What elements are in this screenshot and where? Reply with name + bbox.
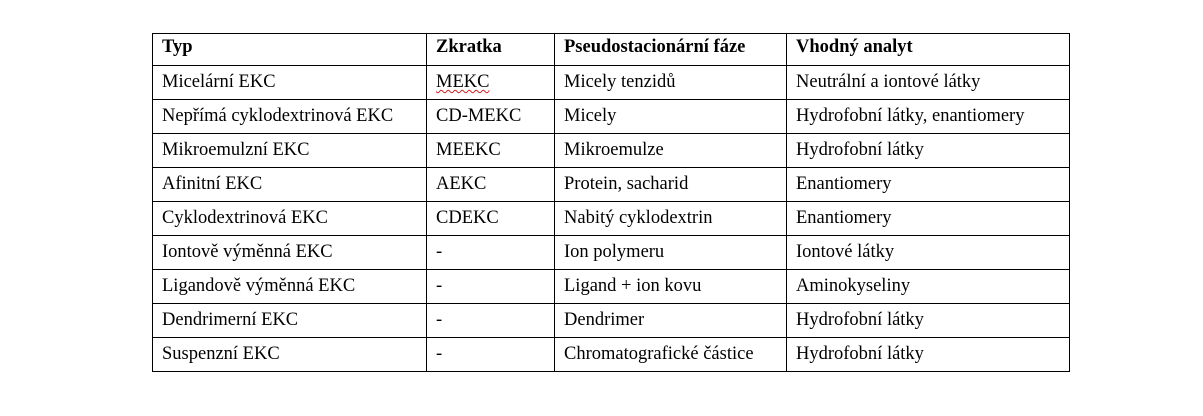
column-header-abbreviation: Zkratka: [427, 34, 555, 66]
table-row: [153, 202, 1070, 236]
cell-type: Iontově výměnná EKC: [153, 236, 427, 270]
table-row: [153, 134, 1070, 168]
table-row: [153, 66, 1070, 100]
cell-phase: Ligand + ion kovu: [555, 270, 787, 304]
cell-phase: Micely: [555, 100, 787, 134]
cell-type: Cyklodextrinová EKC: [153, 202, 427, 236]
cell-type: Nepřímá cyklodextrinová EKC: [153, 100, 427, 134]
cell-abbreviation: CD-MEKC: [427, 100, 555, 134]
cell-analyte: Hydrofobní látky: [787, 338, 1070, 372]
table-row: [153, 168, 1070, 202]
cell-abbreviation: [427, 66, 555, 100]
cell-type: Ligandově výměnná EKC: [153, 270, 427, 304]
table-row: [153, 338, 1070, 372]
cell-type: Micelární EKC: [153, 66, 427, 100]
spellcheck-flagged-text: MEKC: [436, 72, 490, 92]
cell-phase: Mikroemulze: [555, 134, 787, 168]
cell-analyte: Enantiomery: [787, 202, 1070, 236]
cell-type: Dendrimerní EKC: [153, 304, 427, 338]
cell-phase: Protein, sacharid: [555, 168, 787, 202]
cell-abbreviation: CDEKC: [427, 202, 555, 236]
cell-type: Suspenzní EKC: [153, 338, 427, 372]
cell-analyte: Iontové látky: [787, 236, 1070, 270]
table-row: [153, 236, 1070, 270]
cell-phase: Dendrimer: [555, 304, 787, 338]
cell-phase: Ion polymeru: [555, 236, 787, 270]
cell-abbreviation: -: [427, 338, 555, 372]
table-row: [153, 304, 1070, 338]
cell-abbreviation: -: [427, 270, 555, 304]
cell-type: Mikroemulzní EKC: [153, 134, 427, 168]
cell-analyte: Neutrální a iontové látky: [787, 66, 1070, 100]
column-header-suitable-analyte: Vhodný analyt: [787, 34, 1070, 66]
column-header-pseudostationary-phase: Pseudostacionární fáze: [555, 34, 787, 66]
cell-analyte: Hydrofobní látky: [787, 134, 1070, 168]
cell-analyte: Hydrofobní látky: [787, 304, 1070, 338]
table-row: [153, 100, 1070, 134]
cell-phase: Nabitý cyklodextrin: [555, 202, 787, 236]
cell-phase: Chromatografické částice: [555, 338, 787, 372]
cell-analyte: Hydrofobní látky, enantiomery: [787, 100, 1070, 134]
cell-abbreviation: -: [427, 236, 555, 270]
cell-abbreviation: MEEKC: [427, 134, 555, 168]
table-header-row: [153, 34, 1070, 66]
cell-analyte: Enantiomery: [787, 168, 1070, 202]
table-row: [153, 270, 1070, 304]
column-header-type: Typ: [153, 34, 427, 66]
cell-abbreviation: -: [427, 304, 555, 338]
cell-abbreviation: AEKC: [427, 168, 555, 202]
cell-type: Afinitní EKC: [153, 168, 427, 202]
cell-phase: Micely tenzidů: [555, 66, 787, 100]
cell-analyte: Aminokyseliny: [787, 270, 1070, 304]
ekc-table: [152, 33, 1070, 372]
